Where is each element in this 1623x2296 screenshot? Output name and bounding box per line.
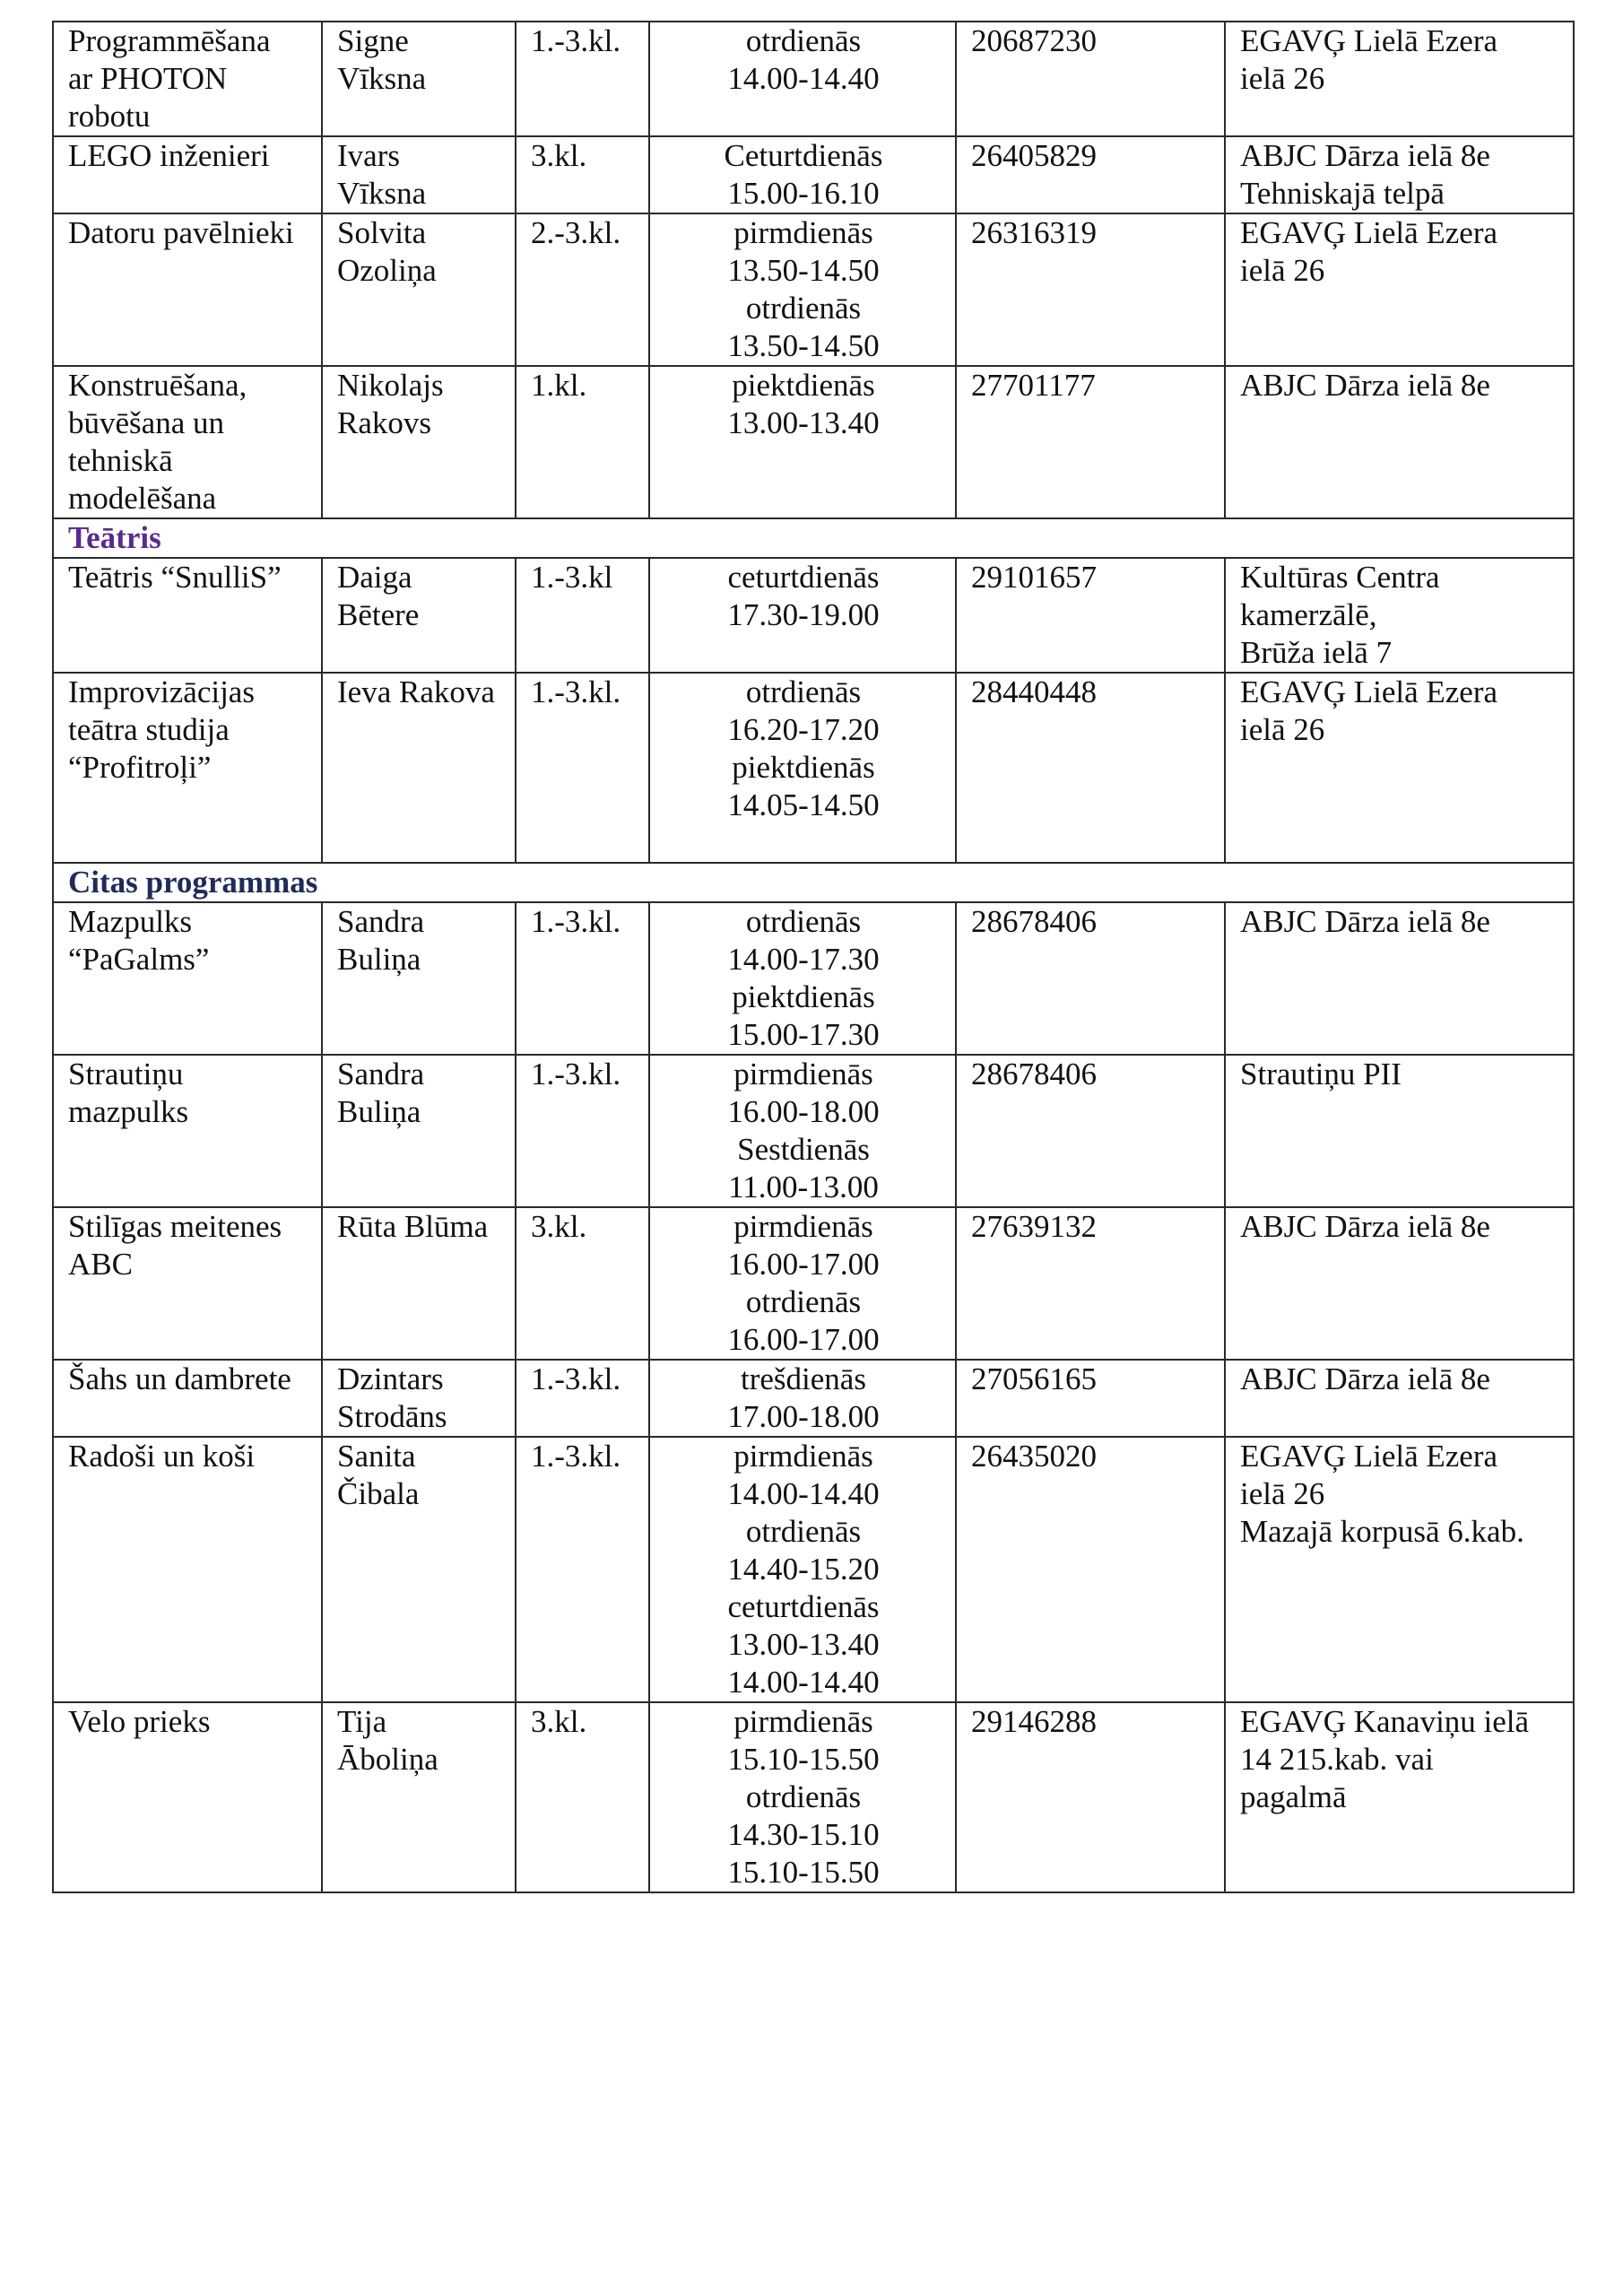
table-row [53, 22, 1574, 136]
schedule-time-cell: piektdienās 13.00-13.40 [649, 366, 956, 518]
grade-cell: 1.-3.kl. [516, 22, 649, 136]
grade-cell: 1.-3.kl. [516, 1360, 649, 1437]
phone-cell: 28678406 [956, 902, 1225, 1055]
teacher-cell: Sandra Buliņa [322, 902, 516, 1055]
schedule-time-cell: otrdienās 16.20-17.20 piektdienās 14.05-14.50 [649, 673, 956, 863]
teacher-cell: Dzintars Strodāns [322, 1360, 516, 1437]
table-row [53, 673, 1574, 863]
section-header-row [53, 518, 1574, 558]
table-row [53, 1437, 1574, 1702]
teacher-cell: Sanita Čibala [322, 1437, 516, 1702]
grade-cell: 2.-3.kl. [516, 213, 649, 366]
location-cell: ABJC Dārza ielā 8e Tehniskajā telpā [1225, 136, 1574, 213]
schedule-time-cell: pirmdienās 13.50-14.50 otrdienās 13.50-14.50 [649, 213, 956, 366]
phone-cell: 27639132 [956, 1207, 1225, 1360]
grade-cell: 3.kl. [516, 136, 649, 213]
table-row [53, 366, 1574, 518]
grade-cell: 1.kl. [516, 366, 649, 518]
section-title: Citas programmas [53, 863, 1574, 902]
table-row [53, 1055, 1574, 1207]
schedule-time-cell: pirmdienās 16.00-18.00 Sestdienās 11.00-13.00 [649, 1055, 956, 1207]
program-name-cell: Stilīgas meitenes ABC [53, 1207, 322, 1360]
program-name-cell: Radoši un koši [53, 1437, 322, 1702]
table-row [53, 213, 1574, 366]
location-cell: EGAVĢ Lielā Ezera ielā 26 Mazajā korpusā 6.kab. [1225, 1437, 1574, 1702]
schedule-table [52, 21, 1575, 1893]
location-cell: ABJC Dārza ielā 8e [1225, 1360, 1574, 1437]
table-row [53, 902, 1574, 1055]
grade-cell: 3.kl. [516, 1207, 649, 1360]
phone-cell: 20687230 [956, 22, 1225, 136]
schedule-time-cell: ceturtdienās 17.30-19.00 [649, 558, 956, 673]
teacher-cell: Ieva Rakova [322, 673, 516, 863]
phone-cell: 28440448 [956, 673, 1225, 863]
table-row [53, 1207, 1574, 1360]
teacher-cell: Rūta Blūma [322, 1207, 516, 1360]
phone-cell: 26316319 [956, 213, 1225, 366]
teacher-cell: Daiga Bētere [322, 558, 516, 673]
table-row [53, 136, 1574, 213]
phone-cell: 29146288 [956, 1702, 1225, 1892]
program-name-cell: Strautiņu mazpulks [53, 1055, 322, 1207]
teacher-cell: Nikolajs Rakovs [322, 366, 516, 518]
teacher-cell: Sandra Buliņa [322, 1055, 516, 1207]
grade-cell: 1.-3.kl. [516, 902, 649, 1055]
teacher-cell: Ivars Vīksna [322, 136, 516, 213]
program-name-cell: LEGO inženieri [53, 136, 322, 213]
grade-cell: 3.kl. [516, 1702, 649, 1892]
phone-cell: 26405829 [956, 136, 1225, 213]
schedule-table-body [53, 22, 1574, 1892]
location-cell: EGAVĢ Lielā Ezera ielā 26 [1225, 673, 1574, 863]
location-cell: EGAVĢ Lielā Ezera ielā 26 [1225, 22, 1574, 136]
program-name-cell: Teātris “SnulliS” [53, 558, 322, 673]
location-cell: Strautiņu PII [1225, 1055, 1574, 1207]
program-name-cell: Šahs un dambrete [53, 1360, 322, 1437]
schedule-time-cell: pirmdienās 15.10-15.50 otrdienās 14.30-15.10 15.10-15.50 [649, 1702, 956, 1892]
teacher-cell: Solvita Ozoliņa [322, 213, 516, 366]
grade-cell: 1.-3.kl. [516, 1437, 649, 1702]
location-cell: ABJC Dārza ielā 8e [1225, 366, 1574, 518]
teacher-cell: Signe Vīksna [322, 22, 516, 136]
location-cell: EGAVĢ Lielā Ezera ielā 26 [1225, 213, 1574, 366]
schedule-time-cell: pirmdienās 16.00-17.00 otrdienās 16.00-17.00 [649, 1207, 956, 1360]
phone-cell: 27701177 [956, 366, 1225, 518]
phone-cell: 28678406 [956, 1055, 1225, 1207]
location-cell: Kultūras Centra kamerzālē, Brūža ielā 7 [1225, 558, 1574, 673]
schedule-time-cell: pirmdienās 14.00-14.40 otrdienās 14.40-15.20 ceturtdienās 13.00-13.40 14.00-14.40 [649, 1437, 956, 1702]
location-cell: ABJC Dārza ielā 8e [1225, 1207, 1574, 1360]
section-title: Teātris [53, 518, 1574, 558]
phone-cell: 29101657 [956, 558, 1225, 673]
location-cell: ABJC Dārza ielā 8e [1225, 902, 1574, 1055]
program-name-cell: Programmēšana ar PHOTON robotu [53, 22, 322, 136]
grade-cell: 1.-3.kl. [516, 673, 649, 863]
teacher-cell: Tija Āboliņa [322, 1702, 516, 1892]
table-row [53, 558, 1574, 673]
grade-cell: 1.-3.kl. [516, 1055, 649, 1207]
table-row [53, 1702, 1574, 1892]
program-name-cell: Konstruēšana, būvēšana un tehniskā modelēšana [53, 366, 322, 518]
schedule-time-cell: otrdienās 14.00-17.30 piektdienās 15.00-17.30 [649, 902, 956, 1055]
schedule-time-cell: trešdienās 17.00-18.00 [649, 1360, 956, 1437]
table-row [53, 1360, 1574, 1437]
grade-cell: 1.-3.kl [516, 558, 649, 673]
program-name-cell: Mazpulks “PaGalms” [53, 902, 322, 1055]
phone-cell: 27056165 [956, 1360, 1225, 1437]
program-name-cell: Datoru pavēlnieki [53, 213, 322, 366]
program-name-cell: Improvizācijas teātra studija “Profitroļi” [53, 673, 322, 863]
location-cell: EGAVĢ Kanaviņu ielā 14 215.kab. vai pagalmā [1225, 1702, 1574, 1892]
program-name-cell: Velo prieks [53, 1702, 322, 1892]
schedule-time-cell: Ceturtdienās 15.00-16.10 [649, 136, 956, 213]
schedule-time-cell: otrdienās 14.00-14.40 [649, 22, 956, 136]
section-header-row [53, 863, 1574, 902]
phone-cell: 26435020 [956, 1437, 1225, 1702]
